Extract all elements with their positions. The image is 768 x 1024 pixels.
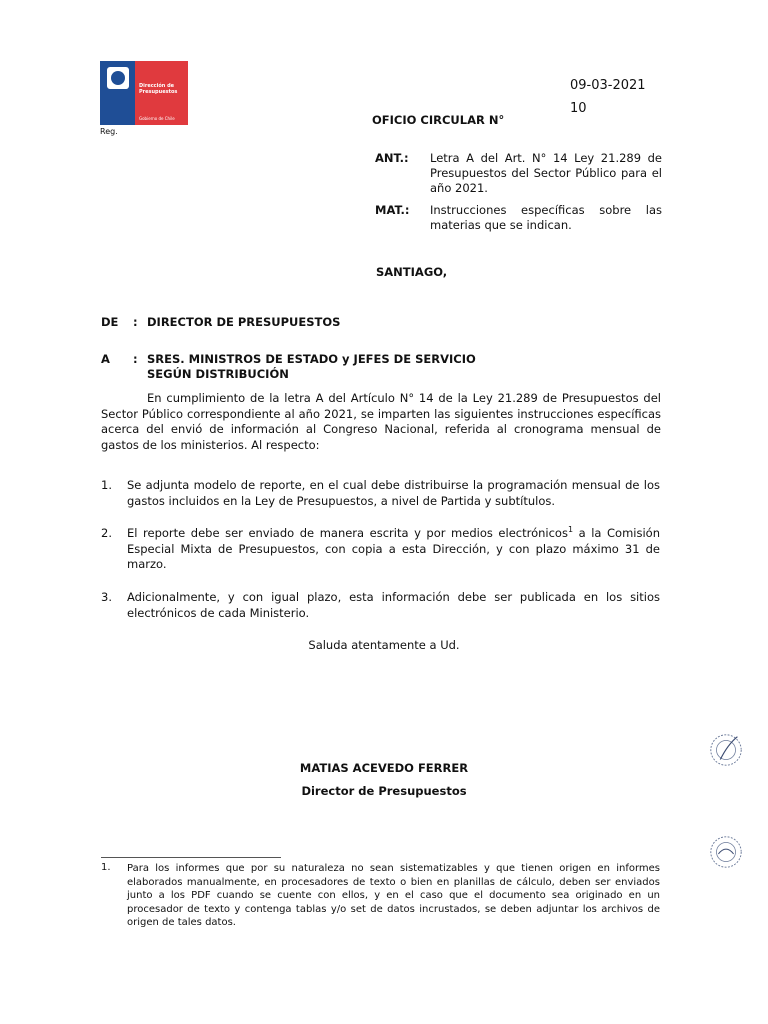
item-text: Adicionalmente, y con igual plazo, esta información debe ser publicada en los sitios electrónicos de cada Ministerio. bbox=[127, 590, 660, 620]
logo-blue-panel bbox=[100, 61, 135, 125]
seal-stamp-icon bbox=[707, 731, 745, 769]
item-number: 2. bbox=[101, 526, 112, 540]
logo-footer-text: Gobierno de Chile bbox=[139, 116, 175, 121]
footnote-text: Para los informes que por su naturaleza no sean sistematizables y que tienen origen en informes elaborados manualmente, en procesadores de texto o bien en planillas de cálculo, deben ser enviados junto a los PDF cuando se cuente con ellos, y en el caso que el documento sea originado en un procesador de texto y contenga tablas y/o set de datos incrustados, se deben adjuntar los archivos de origen de tales datos. bbox=[127, 863, 660, 928]
footnote-divider bbox=[101, 857, 281, 858]
footnote-ref[interactable]: 1 bbox=[567, 525, 574, 535]
santiago-heading: SANTIAGO, bbox=[376, 265, 448, 279]
item-text-part: a la Comisión Especial Mixta de Presupuestos, con copia a esta Dirección, y con plazo máximo 31 de marzo. bbox=[127, 526, 660, 571]
seal-stamp-icon bbox=[707, 833, 745, 871]
mat-label: MAT.: bbox=[375, 203, 410, 217]
de-text: DIRECTOR DE PRESUPUESTOS bbox=[147, 315, 341, 329]
reg-label: Reg. bbox=[100, 127, 118, 136]
item-text-part: El reporte debe ser enviado de manera escrita y por medios electrónicos bbox=[127, 526, 568, 540]
item-text: Se adjunta modelo de reporte, en el cual debe distribuirse la programación mensual de los gastos incluidos en la Ley de Presupuestos, a nivel de Partida y subtítulos. bbox=[127, 478, 660, 508]
a-label: A bbox=[101, 352, 110, 366]
de-colon: : bbox=[133, 315, 138, 329]
item-number: 1. bbox=[101, 478, 112, 492]
signature-title: Director de Presupuestos bbox=[301, 784, 467, 798]
government-logo bbox=[100, 61, 188, 125]
ant-text: Letra A del Art. N° 14 Ley 21.289 de Presupuestos del Sector Público para el año 2021. bbox=[430, 151, 662, 195]
logo-text-line2: Presupuestos bbox=[139, 89, 178, 95]
item-text bbox=[127, 526, 660, 573]
logo-red-panel bbox=[135, 61, 188, 125]
logo-text-line1: Dirección de bbox=[139, 83, 175, 89]
item-number: 3. bbox=[101, 590, 112, 604]
document-date: 09-03-2021 bbox=[570, 78, 646, 93]
a-recipients-line1: SRES. MINISTROS DE ESTADO y JEFES DE SERVICIO bbox=[147, 352, 476, 366]
closing-text: Saluda atentamente a Ud. bbox=[308, 638, 460, 652]
document-number: 10 bbox=[570, 101, 587, 116]
footnote-number: 1. bbox=[101, 862, 111, 873]
star-icon bbox=[107, 67, 129, 89]
de-label: DE bbox=[101, 315, 119, 329]
intro-paragraph: En cumplimiento de la letra A del Artículo N° 14 de la Ley 21.289 de Presupuestos del Sector Público correspondiente al año 2021, se imparten las siguientes instrucciones específicas acerca del envió de información al Congreso Nacional, referida al cronograma mensual de gastos de los ministerios. Al respecto: bbox=[101, 391, 661, 452]
ant-label: ANT.: bbox=[375, 151, 409, 165]
signature-name: MATIAS ACEVEDO FERRER bbox=[299, 761, 469, 775]
a-colon: : bbox=[133, 352, 138, 366]
oficio-title: OFICIO CIRCULAR N° bbox=[372, 113, 505, 127]
a-recipients-line2: SEGÚN DISTRIBUCIÓN bbox=[147, 367, 289, 381]
mat-text: Instrucciones específicas sobre las materias que se indican. bbox=[430, 203, 662, 232]
